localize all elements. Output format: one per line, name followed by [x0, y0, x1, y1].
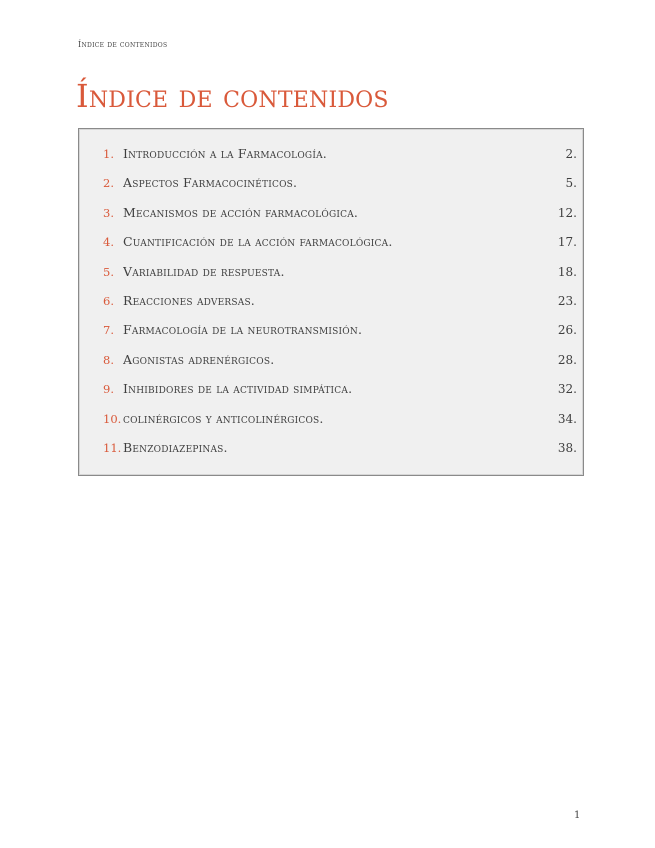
- toc-entry-4[interactable]: [103, 234, 577, 263]
- toc-entry-2[interactable]: [103, 175, 577, 204]
- toc-entry-title: Farmacología de la neurotransmisión.: [123, 322, 363, 338]
- toc-list: [103, 146, 577, 469]
- toc-entry-title: Benzodiazepinas.: [123, 439, 228, 455]
- toc-entry-9[interactable]: [103, 381, 577, 410]
- toc-entry-number: 9.: [103, 382, 114, 397]
- toc-entry-5[interactable]: [103, 264, 577, 293]
- toc-entry-number: 6.: [103, 293, 114, 308]
- toc-entry-title: Variabilidad de respuesta.: [123, 263, 285, 279]
- page-number: 1: [574, 810, 581, 821]
- toc-entry-page: 23.: [557, 293, 577, 308]
- toc-entry-3[interactable]: [103, 205, 577, 234]
- toc-entry-page: 2.: [565, 147, 577, 161]
- toc-entry-number: 3.: [103, 205, 114, 220]
- toc-entry-page: 32.: [557, 382, 577, 397]
- toc-entry-page: 12.: [557, 205, 577, 220]
- toc-entry-page: 18.: [557, 264, 577, 279]
- toc-entry-number: 2.: [103, 176, 114, 191]
- toc-entry-title: Introducción a la Farmacología.: [123, 146, 327, 161]
- page-title: Índice de contenidos: [76, 77, 389, 115]
- toc-entry-page: 5.: [565, 176, 577, 191]
- toc-entry-10[interactable]: [103, 411, 577, 440]
- toc-entry-number: 5.: [103, 264, 114, 279]
- toc-entry-page: 26.: [557, 323, 577, 338]
- table-of-contents: [78, 128, 584, 476]
- toc-entry-7[interactable]: [103, 322, 577, 351]
- toc-entry-title: Mecanismos de acción farmacológica.: [123, 204, 359, 220]
- toc-entry-page: 38.: [557, 440, 577, 455]
- toc-entry-number: 7.: [103, 323, 114, 338]
- toc-entry-number: 8.: [103, 352, 114, 367]
- toc-entry-page: 28.: [557, 352, 577, 367]
- toc-entry-title: Aspectos Farmacocinéticos.: [123, 175, 298, 191]
- toc-entry-title: Reacciones adversas.: [123, 292, 255, 308]
- toc-entry-title: Agonistas adrenérgicos.: [123, 351, 275, 367]
- running-header: Índice de contenidos: [78, 40, 168, 49]
- toc-entry-page: 17.: [557, 235, 577, 250]
- toc-entry-6[interactable]: [103, 293, 577, 322]
- toc-entry-title: Inhibidores de la actividad simpática.: [123, 381, 353, 397]
- toc-entry-1[interactable]: [103, 146, 577, 175]
- toc-entry-8[interactable]: [103, 352, 577, 381]
- toc-entry-number: 4.: [103, 235, 114, 250]
- toc-entry-page: 34.: [557, 411, 577, 426]
- toc-entry-title: colinérgicos y anticolinérgicos.: [123, 410, 324, 426]
- toc-entry-number: 11.: [103, 440, 122, 455]
- toc-entry-number: 10.: [103, 411, 122, 426]
- toc-entry-number: 1.: [103, 147, 114, 161]
- toc-entry-11[interactable]: [103, 440, 577, 469]
- toc-entry-title: Cuantificación de la acción farmacológica.: [123, 234, 393, 250]
